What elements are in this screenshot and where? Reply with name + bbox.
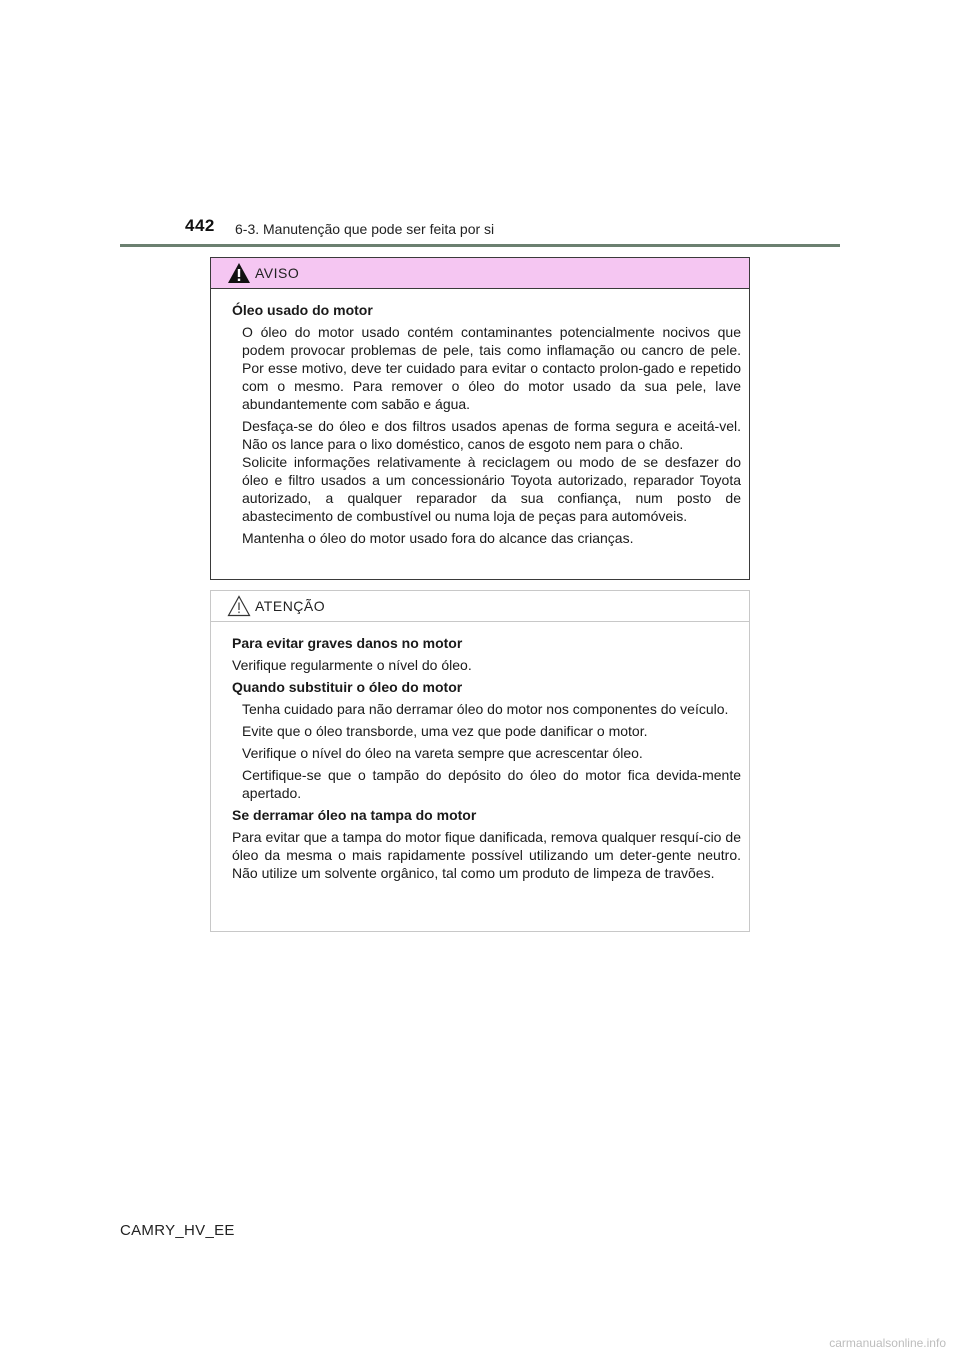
- section-title: 6-3. Manutenção que pode ser feita por si: [235, 221, 495, 237]
- caution-heading-3: Se derramar óleo na tampa do motor: [232, 807, 477, 823]
- caution-paragraph-2-4: Certifique-se que o tampão do depósito do óleo do motor fica devida-mente apertado.: [242, 767, 741, 801]
- caution-triangle-outline-icon: [227, 595, 251, 617]
- caution-heading-1: Para evitar graves danos no motor: [232, 635, 463, 651]
- caution-paragraph-2-2: Evite que o óleo transborde, uma vez que pode danificar o motor.: [242, 723, 648, 739]
- caution-box: [210, 590, 750, 932]
- document-id: CAMRY_HV_EE: [120, 1222, 235, 1239]
- page-number: 442: [185, 216, 215, 235]
- watermark: carmanualsonline.info: [829, 1336, 946, 1350]
- caution-box-header: [211, 591, 749, 622]
- caution-text-1: Verifique regularmente o nível do óleo.: [232, 657, 472, 673]
- warning-paragraph-3: Mantenha o óleo do motor usado fora do alcance das crianças.: [242, 530, 634, 546]
- warning-paragraph-1: O óleo do motor usado contém contaminantes potencialmente nocivos que podem provocar problemas de pele, tais como inflamação ou cancro de pele. Por esse motivo, deve ter cuidado para evitar o contacto prolon-gado e repetido com o mesmo. Para remover o óleo do motor usado da sua pele, lave abundantemente com sabão e água.: [242, 324, 741, 412]
- warning-heading: Óleo usado do motor: [232, 302, 373, 318]
- warning-box: [210, 257, 750, 580]
- caution-heading-2: Quando substituir o óleo do motor: [232, 679, 463, 695]
- warning-box-header: [211, 258, 749, 289]
- caution-paragraph-2-1: Tenha cuidado para não derramar óleo do motor nos componentes do veículo.: [242, 701, 729, 717]
- caution-text-3: Para evitar que a tampa do motor fique danificada, remova qualquer resquí-cio de óleo da mesma o mais rapidamente possível utilizando um deter-gente neutro. Não utilize um solvente orgânico, tal como um produto de limpeza de travões.: [232, 829, 741, 881]
- caution-body: [211, 622, 749, 882]
- warning-paragraph-2: Desfaça-se do óleo e dos filtros usados apenas de forma segura e aceitá-vel. Não os lance para o lixo doméstico, canos de esgoto nem para o chão. Solicite informações relativamente à reciclagem ou modo de se desfazer do óleo e filtro usados a um concessionário Toyota autorizado, reparador Toyota autorizado, a qualquer reparador da sua confiança, num posto de abastecimento de combustível ou numa loja de peças para automóveis.: [242, 418, 741, 524]
- warning-label: AVISO: [255, 265, 300, 281]
- caution-label: ATENÇÃO: [255, 598, 326, 614]
- caution-paragraph-2-3: Verifique o nível do óleo na vareta sempre que acrescentar óleo.: [242, 745, 643, 761]
- header-rule: [120, 244, 840, 247]
- warning-body: [211, 289, 749, 547]
- warning-triangle-icon: [227, 262, 251, 284]
